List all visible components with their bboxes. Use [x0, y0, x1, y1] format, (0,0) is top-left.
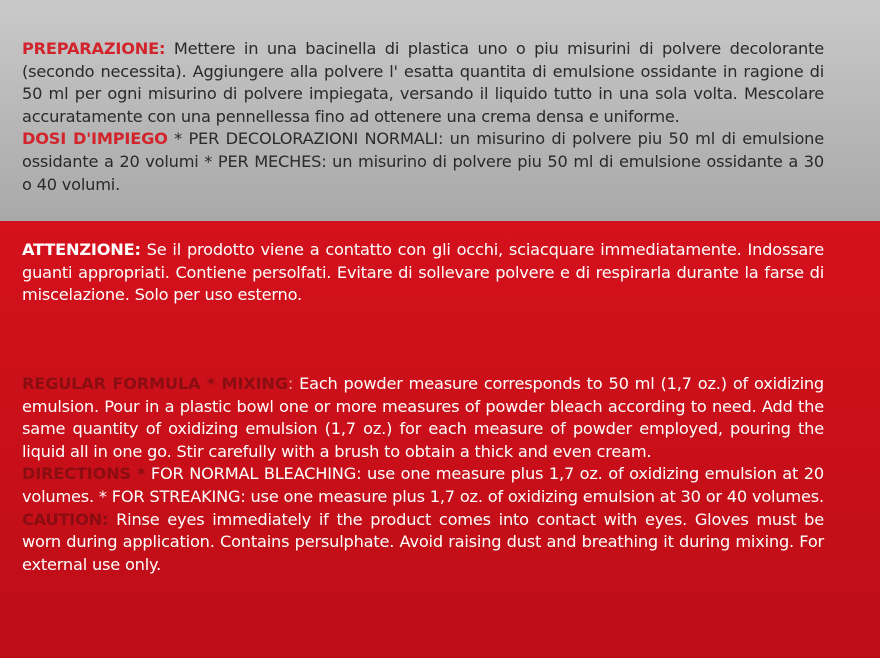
caution-heading: CAUTION:	[22, 509, 109, 529]
preparazione-body: Mettere in una bacinella di plastica uno o piu misurini di polvere decolorante (secondo necessita). Aggiungere alla polvere l' esatta quantita di emulsione ossidante in ragione di 50 ml per ogni misurino di polvere impiegata, versando il liquido tutto in una sola volta. Mescolare accuratamente con una pennellessa fino ad ottenere una crema densa e uniforme.	[22, 39, 824, 126]
english-section	[22, 373, 824, 576]
dosi-paragraph	[22, 128, 824, 196]
caution-paragraph	[22, 509, 824, 577]
dosi-body: * PER DECOLORAZIONI NORMALI: un misurino di polvere piu 50 ml di emulsione ossidante a 20 volumi * PER MECHES: un misurino di polvere piu 50 ml di emulsione ossidante a 30 o 40 volumi.	[22, 129, 825, 194]
preparazione-heading: PREPARAZIONE:	[22, 39, 166, 58]
attenzione-section	[22, 239, 824, 307]
attenzione-paragraph	[22, 239, 824, 307]
preparation-section	[22, 38, 824, 196]
attenzione-heading: ATTENZIONE:	[22, 240, 141, 259]
regular-colon: :	[287, 374, 294, 393]
regular-paragraph	[22, 373, 824, 463]
attenzione-body: Se il prodotto viene a contatto con gli occhi, sciacquare immediatamente. Indossare guanti appropriati. Contiene persolfati. Evitare di sollevare polvere e di respirarla durante la farse di miscelazione. Solo per uso esterno.	[22, 240, 824, 305]
caution-body: Rinse eyes immediately if the product comes into contact with eyes. Gloves must be worn during application. Contains persulphate. Avoid raising dust and breathing it during mixing. For external use only.	[22, 509, 824, 574]
directions-body: FOR NORMAL BLEACHING: use one measure plus 1,7 oz. of oxidizing emulsion at 20 volumes. * FOR STREAKING: use one measure plus 1,7 oz. of oxidizing emulsion at 30 or 40 volumes.	[22, 464, 824, 506]
regular-body: Each powder measure corresponds to 50 ml (1,7 oz.) of oxidizing emulsion. Pour in a plastic bowl one or more measures of powder bleach according to need. Add the same quantity of oxidizing emulsion (1,7 oz.) for each measure of powder employed, pouring the liquid all in one go. Stir carefully with a brush to obtain a thick and even cream.	[22, 374, 824, 461]
preparazione-paragraph	[22, 38, 824, 128]
dosi-heading: DOSI D'IMPIEGO	[22, 129, 168, 149]
directions-heading: DIRECTIONS *	[22, 464, 146, 484]
directions-paragraph	[22, 463, 824, 508]
regular-heading: REGULAR FORMULA * MIXING	[22, 374, 288, 393]
